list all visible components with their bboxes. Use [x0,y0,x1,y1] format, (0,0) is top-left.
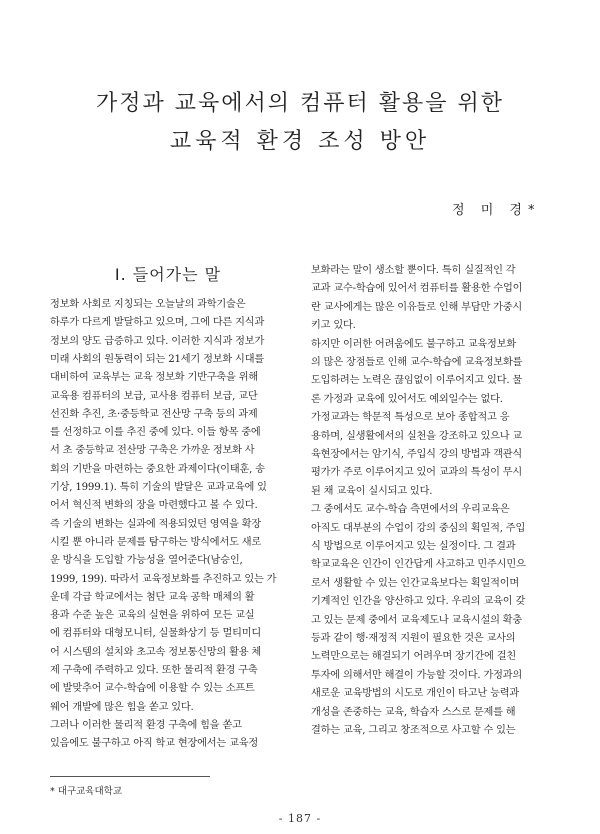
text-line: 용과 수준 높은 교육의 실현을 위하여 모든 교실 [50,610,255,622]
text-line: 학교교육은 인간이 인간답게 사고하고 민주시민으 [311,559,526,571]
text-line: 운데 각급 학교에서는 첨단 교육 공학 매체의 활 [50,591,255,603]
text-line: 보화라는 말이 생소할 뿐이다. 특히 실질적인 각 [311,265,516,276]
text-line: 교육용 컴퓨터의 보급, 교사용 컴퓨터 보급, 교단 [50,390,258,402]
section-heading: Ⅰ. 들어가는 말 [114,265,222,284]
footnote-affiliation: * 대구교육대학교 [50,786,123,797]
text-line: 노력만으로는 해결되기 어려우며 장기간에 걸친 [311,651,516,663]
text-line: 등과 같이 행·재정적 지원이 필요한 것은 교사의 [311,633,516,644]
page-number: - 187 - [278,812,322,825]
text-line: 그 중에서도 교수-학습 측면에서의 우리교육은 [311,504,510,516]
text-line: 기상, 1999.1). 특히 기술의 발달은 교과교육에 있 [50,482,267,493]
text-line: 교과 교수-학습에 있어서 컴퓨터를 활용한 수업이 [311,283,523,295]
paper-title-line-1: 가정과 교육에서의 컴퓨터 활용을 위한 [95,91,504,116]
text-line: 론 가정과 교육에 있어서도 예외일수는 없다. [311,393,503,405]
paper-title-line-2: 교육적 환경 조성 방안 [169,129,431,154]
text-line: 키고 있다. [311,320,356,332]
text-line: 란 교사에게는 많은 이유들로 인해 부담만 가중시 [311,301,523,313]
text-line: 도입하려는 노력은 끊임없이 이루어지고 있다. 물 [311,375,523,387]
text-line: 용하며, 실생활에서의 실천을 강조하고 있으나 교 [311,430,523,442]
text-line: 1999, 199). 따라서 교육정보화를 추진하고 있는 가 [50,573,277,585]
text-line: 제 구축에 주력하고 있다. 또한 물리적 환경 구축 [50,665,258,676]
text-line: 어서 혁신적 변화의 장을 마련했다고 볼 수 있다. [50,500,258,512]
text-line: 즉 기술의 변화는 실과에 적용되었던 영역을 확장 [50,518,262,530]
text-line: 미래 사회의 원동력이 되는 21세기 정보화 시대를 [50,353,264,365]
text-line: 하지만 이러한 어려움에도 불구하고 교육정보화 [311,338,516,350]
text-line: 고 있는 문제 중에서 교육제도나 교육시설의 확충 [311,614,523,626]
text-line: 하루가 다르게 발달하고 있으며, 그에 다른 지식과 [50,317,265,329]
text-line: 에 컴퓨터와 대형모니터, 실물화상기 등 멀티미디 [50,628,262,640]
text-line: 있음에도 불구하고 아직 학교 현장에서는 교육정 [50,738,259,750]
text-line: 평가가 주로 이루어지고 있어 교과의 특성이 무시 [311,467,523,479]
text-line: 투자에 의해서만 해결이 가능할 것이다. 가정과의 [311,669,523,681]
text-line: 선진화 추진, 초·중등학교 전산망 구축 등의 과제 [50,408,258,420]
text-line: 운 방식을 도입할 가능성을 열어준다(남승인, [50,555,243,567]
text-line: 가정교과는 학문적 특성으로 보아 종합적고 응 [311,412,510,424]
text-line: 된 채 교육이 실시되고 있다. [311,485,433,497]
text-line: 아직도 대부분의 수업이 강의 중심의 획일적, 주입 [311,522,526,534]
text-line: 로서 생활할 수 있는 인간교육보다는 획일적이며 [311,577,520,589]
footnote-divider [50,776,210,777]
text-line: 결하는 교육, 그리고 창조적으로 사고할 수 있는 [311,725,516,736]
text-line: 식 방법으로 이루어지고 있는 실정이다. 그 결과 [311,541,516,552]
author-name: 정 미 경* [452,203,541,218]
text-line: 새로운 교육방법의 시도로 개인이 타고난 능력과 [311,688,520,700]
text-line: 기계적인 인간을 양산하고 있다. 우리의 교육이 갖 [311,596,526,608]
text-line: 를 선정하고 이를 추진 중에 있다. 이들 항목 중에 [50,427,261,439]
text-line: 어 시스템의 설치와 초고속 정보통신망의 활용 체 [50,646,262,658]
text-line: 회의 기반을 마련하는 중요한 과제이다(이태훈, 송 [50,463,265,475]
text-line: 에 발맞추어 교수-학습에 이용할 수 있는 소프트 [50,683,255,695]
text-line: 그러나 이러한 물리적 환경 구축에 힘을 쏟고 [50,719,242,731]
text-line: 웨어 개발에 많은 힘을 쏟고 있다. [50,701,194,713]
text-line: 시킬 뿐 아니라 문제를 탐구하는 방식에서도 새로 [50,536,262,548]
text-line: 서 초 중등학교 전산망 구축은 가까운 정보화 사 [50,445,255,457]
text-line: 의 많은 장점들로 인해 교수-학습에 교육정보화를 [311,357,523,368]
text-line: 육현장에서는 암기식, 주입식 강의 방법과 객관식 [311,449,523,460]
text-line: 정보화 사회로 지칭되는 오늘날의 과학기술은 [50,299,246,310]
text-line: 개성을 존중하는 교육, 학습자 스스로 문제를 해 [311,706,516,718]
text-line: 정보의 양도 급증하고 있다. 이러한 지식과 정보가 [50,335,265,347]
text-line: 대비하여 교육부는 교육 정보화 기반구축을 위해 [50,372,259,384]
